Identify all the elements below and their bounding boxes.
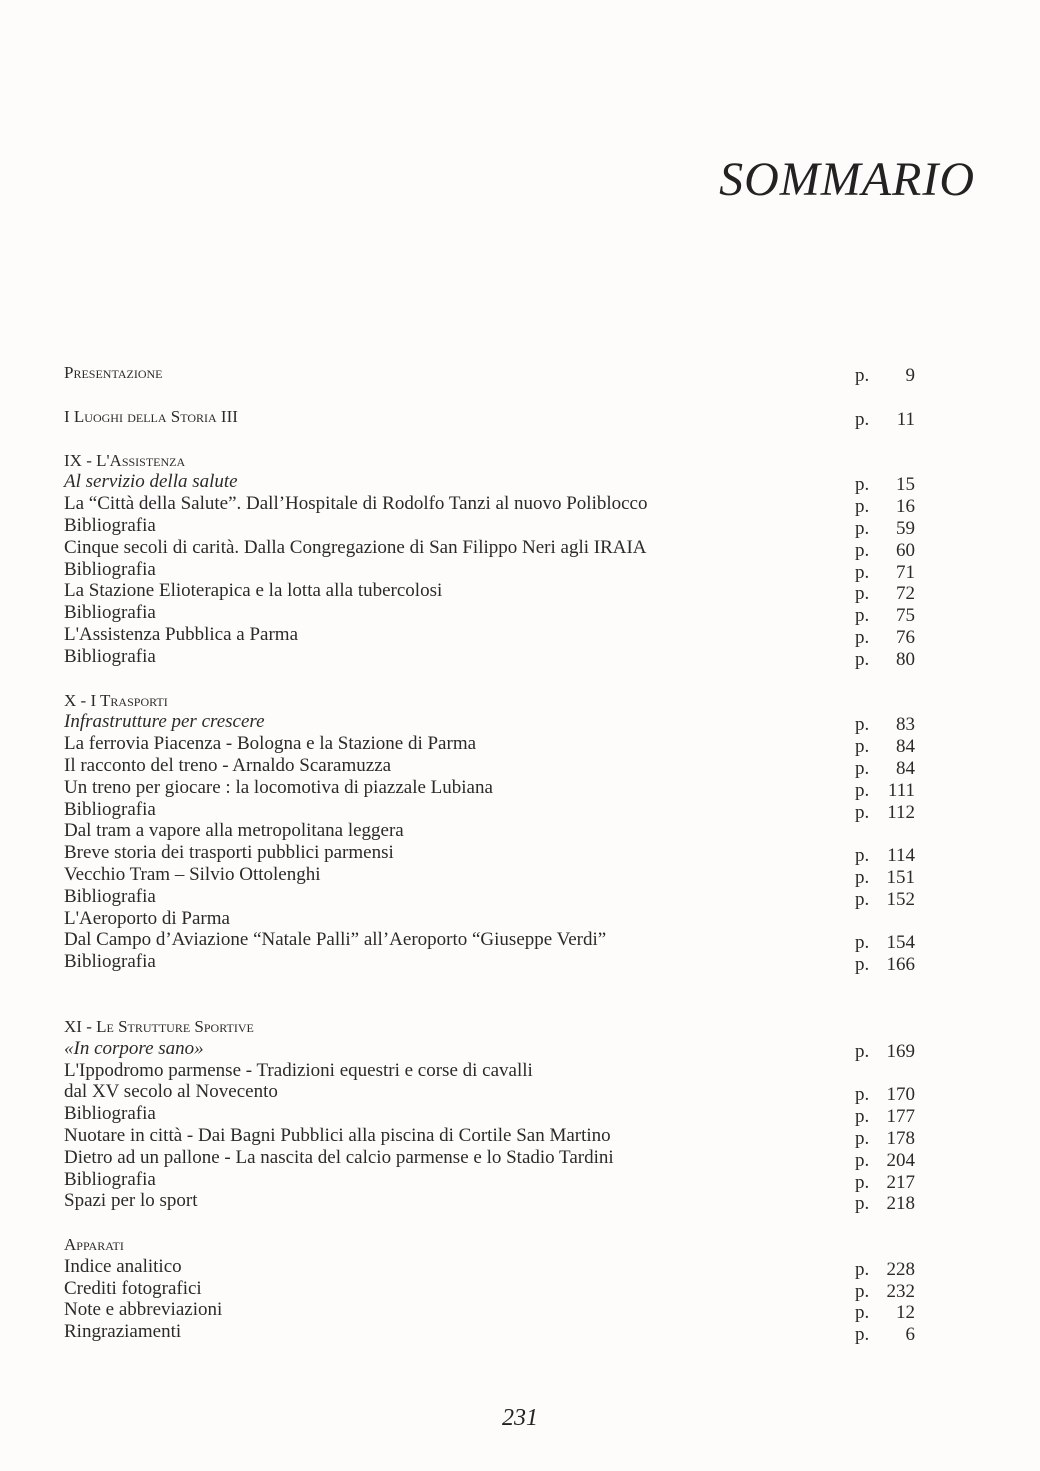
page-title: SOMMARIO (719, 153, 975, 206)
toc-entry-label: Bibliografia (64, 1168, 156, 1190)
toc-entry[interactable] (64, 1278, 924, 1300)
page-prefix: p. (855, 932, 870, 954)
toc-entry[interactable] (64, 864, 924, 886)
toc-entry[interactable] (64, 1125, 924, 1147)
toc-entry-label: Cinque secoli di carità. Dalla Congregazione di San Filippo Neri agli IRAIA (64, 536, 647, 558)
toc-entry-label: Crediti fotografici (64, 1277, 202, 1299)
toc-entry-label: Presentazione (64, 363, 163, 382)
page-number-ref: 152 (886, 888, 915, 910)
toc-entry-label: Il racconto del treno - Arnaldo Scaramuzza (64, 754, 392, 776)
toc-entry-label: Indice analitico (64, 1255, 182, 1277)
page-prefix: p. (855, 866, 870, 888)
toc-section-heading[interactable] (64, 1234, 924, 1256)
page-number-ref: 60 (896, 539, 915, 561)
page-prefix: p. (855, 1258, 870, 1280)
page-prefix: p. (855, 954, 870, 976)
page-prefix: p. (855, 539, 870, 561)
page-number-ref: 204 (886, 1149, 915, 1171)
page-number-ref: 112 (887, 801, 915, 823)
toc-entry-label: Bibliografia (64, 558, 156, 580)
section-gap (64, 428, 924, 450)
toc-section (64, 1016, 924, 1215)
page-prefix: p. (855, 1280, 870, 1302)
toc-section-heading[interactable] (64, 406, 924, 428)
toc-entry[interactable] (64, 755, 924, 777)
toc-section-heading[interactable] (64, 362, 924, 384)
page-number-ref: 111 (887, 779, 915, 801)
page-number-ref: 16 (896, 496, 915, 518)
page-number-ref: 76 (896, 626, 915, 648)
page-number-ref: 12 (896, 1302, 915, 1324)
toc-section (64, 362, 924, 384)
page-number-ref: 59 (896, 517, 915, 539)
toc-entry-label: La Stazione Elioterapica e la lotta alla tubercolosi (64, 580, 443, 602)
page-number-ref: 178 (886, 1127, 915, 1149)
page-prefix: p. (855, 408, 870, 430)
toc-entry[interactable] (64, 1190, 924, 1215)
toc-entry-label: Bibliografia (64, 798, 156, 820)
page-prefix: p. (855, 757, 870, 779)
page-number-ref: 6 (905, 1324, 915, 1346)
toc-entry[interactable] (64, 1321, 924, 1346)
toc-entry-label: Vecchio Tram – Silvio Ottolenghi (64, 863, 321, 885)
toc-entry[interactable] (64, 1169, 924, 1191)
page-number-ref: 15 (896, 474, 915, 496)
toc-entry-label: Infrastrutture per crescere (64, 711, 265, 733)
page-prefix: p. (855, 1149, 870, 1171)
page-number-ref: 72 (896, 583, 915, 605)
toc-entry-label: «In corpore sano» (64, 1037, 204, 1059)
page-number-ref: 154 (886, 932, 915, 954)
page-number-ref: 169 (886, 1040, 915, 1062)
page-number-ref: 228 (886, 1258, 915, 1280)
toc-entry-label: Bibliografia (64, 645, 156, 667)
toc-entry-label: Un treno per giocare : la locomotiva di piazzale Lubiana (64, 776, 493, 798)
page-prefix: p. (855, 583, 870, 605)
toc-entry-label: Dietro ad un pallone - La nascita del calcio parmense e lo Stadio Tardini (64, 1146, 614, 1168)
toc-entry-label: Nuotare in città - Dai Bagni Pubblici alla piscina di Cortile San Martino (64, 1124, 611, 1146)
page-number-ref: 80 (896, 648, 915, 670)
toc-entry[interactable] (64, 471, 924, 496)
page-number-ref: 84 (896, 736, 915, 758)
page-prefix: p. (855, 888, 870, 910)
page-prefix: p. (855, 1324, 870, 1346)
toc-entry[interactable] (64, 1103, 924, 1128)
page-prefix: p. (855, 648, 870, 670)
page-prefix: p. (855, 1084, 870, 1106)
page-prefix: p. (855, 1302, 870, 1324)
page-prefix: p. (855, 1106, 870, 1128)
page-number-ref: 218 (886, 1193, 915, 1215)
toc-entry[interactable] (64, 515, 924, 537)
toc-entry[interactable] (64, 1299, 924, 1324)
toc-entry-label: IX - L'Assistenza (64, 450, 186, 470)
toc-entry-label: Spazi per lo sport (64, 1190, 198, 1212)
page-number-ref: 177 (886, 1106, 915, 1128)
toc-entry-label: La “Città della Salute”. Dall’Hospitale di Rodolfo Tanzi al nuovo Poliblocco (64, 493, 648, 515)
page-number: 231 (502, 1405, 538, 1431)
page-prefix: p. (855, 801, 870, 823)
toc-entry-label: Al servizio della salute (64, 471, 238, 493)
toc-section (64, 690, 924, 976)
toc-entry[interactable] (64, 711, 924, 736)
toc-entry[interactable] (64, 886, 924, 908)
toc-entry-label: I Luoghi della Storia III (64, 406, 238, 426)
toc-entry[interactable] (64, 646, 924, 668)
toc-page-ref (855, 365, 915, 387)
page-prefix: p. (855, 1193, 870, 1215)
toc-entry[interactable] (64, 624, 924, 646)
toc-entry-label: Bibliografia (64, 514, 156, 536)
toc-entry-label: Bibliografia (64, 1103, 156, 1125)
section-gap (64, 384, 924, 406)
toc-entry-label: Ringraziamenti (64, 1321, 182, 1343)
page-number-ref: 170 (886, 1084, 915, 1106)
page-number-ref: 166 (886, 954, 915, 976)
toc-entry[interactable] (64, 733, 924, 758)
toc-entry[interactable] (64, 1038, 924, 1060)
toc-section-heading[interactable] (64, 1016, 924, 1038)
toc-entry-label: Bibliografia (64, 951, 156, 973)
section-gap (64, 1212, 924, 1234)
toc-entry[interactable] (64, 580, 924, 605)
toc-entry[interactable] (64, 820, 924, 842)
page-number-ref: 232 (886, 1280, 915, 1302)
toc-entry-label: Breve storia dei trasporti pubblici parmensi (64, 842, 394, 864)
toc-entry[interactable] (64, 908, 924, 930)
table-of-contents (64, 362, 924, 1346)
toc-page-ref (855, 1193, 915, 1215)
toc-entry[interactable] (64, 842, 924, 867)
toc-entry-label: L'Aeroporto di Parma (64, 907, 230, 929)
page-prefix: p. (855, 517, 870, 539)
toc-entry[interactable] (64, 559, 924, 581)
toc-entry[interactable] (64, 1256, 924, 1278)
page-prefix: p. (855, 561, 870, 583)
page-prefix: p. (855, 714, 870, 736)
toc-entry-label: Apparati (64, 1235, 124, 1255)
toc-page-ref (855, 649, 915, 671)
toc-page-ref (855, 409, 915, 431)
toc-section-heading[interactable] (64, 450, 924, 472)
toc-entry-label: Dal tram a vapore alla metropolitana leggera (64, 820, 404, 842)
toc-entry[interactable] (64, 929, 924, 954)
page-prefix: p. (855, 1127, 870, 1149)
toc-entry-label: Note e abbreviazioni (64, 1299, 223, 1321)
toc-page-ref (855, 1324, 915, 1346)
page-prefix: p. (855, 474, 870, 496)
toc-entry[interactable] (64, 1060, 924, 1082)
toc-entry[interactable] (64, 799, 924, 821)
page-number-ref: 84 (896, 757, 915, 779)
page-prefix: p. (855, 365, 870, 386)
page-number-ref: 75 (896, 605, 915, 627)
toc-entry-label: Bibliografia (64, 602, 156, 624)
section-gap (64, 668, 924, 690)
toc-entry[interactable] (64, 951, 924, 976)
toc-entry-label: dal XV secolo al Novecento (64, 1081, 278, 1103)
toc-section (64, 450, 924, 668)
toc-entry-label: La ferrovia Piacenza - Bologna e la Stazione di Parma (64, 733, 477, 755)
toc-entry-label: L'Assistenza Pubblica a Parma (64, 623, 299, 645)
page-number-ref: 114 (887, 845, 915, 867)
toc-entry-label: Bibliografia (64, 885, 156, 907)
toc-entry[interactable] (64, 537, 924, 559)
page-number-ref: 217 (886, 1171, 915, 1193)
page-prefix: p. (855, 496, 870, 518)
toc-entry[interactable] (64, 602, 924, 627)
page-number-ref: 151 (886, 866, 915, 888)
page-number-ref: 83 (896, 714, 915, 736)
page-prefix: p. (855, 736, 870, 758)
toc-entry-label: X - I Trasporti (64, 690, 168, 710)
toc-entry[interactable] (64, 1081, 924, 1106)
toc-entry[interactable] (64, 493, 924, 518)
toc-entry[interactable] (64, 1147, 924, 1169)
section-gap (64, 973, 924, 1016)
toc-entry-label: XI - Le Strutture Sportive (64, 1016, 254, 1036)
toc-entry-label: L'Ippodromo parmense - Tradizioni equestri e corse di cavalli (64, 1059, 533, 1081)
toc-section (64, 1234, 924, 1346)
page-prefix: p. (855, 1040, 870, 1062)
page-number-ref: 11 (896, 408, 915, 430)
toc-entry[interactable] (64, 777, 924, 799)
toc-entry-label: Dal Campo d’Aviazione “Natale Palli” all’Aeroporto “Giuseppe Verdi” (64, 929, 607, 951)
page-prefix: p. (855, 605, 870, 627)
toc-section (64, 406, 924, 428)
page-prefix: p. (855, 845, 870, 867)
page-prefix: p. (855, 626, 870, 648)
page-number-ref: 9 (905, 365, 915, 386)
toc-page-ref (855, 954, 915, 976)
page-prefix: p. (855, 779, 870, 801)
page-number-ref: 71 (896, 561, 915, 583)
toc-section-heading[interactable] (64, 690, 924, 712)
page-prefix: p. (855, 1171, 870, 1193)
